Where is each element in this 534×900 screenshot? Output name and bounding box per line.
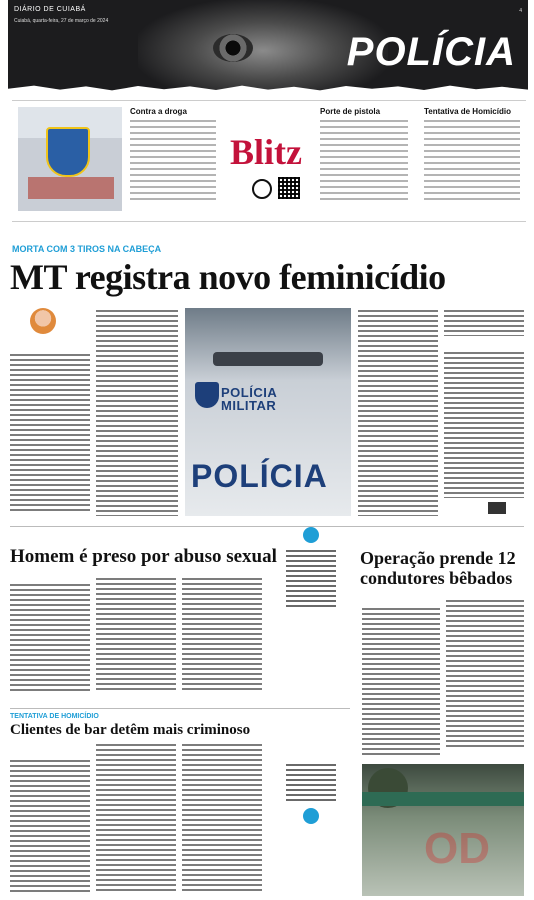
eye-image [213, 34, 253, 62]
story4-column-2 [96, 744, 176, 894]
main-story-column-2 [96, 310, 178, 516]
section-title: POLÍCIA [346, 30, 516, 74]
main-story-column-4-top [444, 310, 524, 336]
page-number: 4 [519, 8, 522, 14]
blitz-box [12, 100, 526, 222]
photo-text-line1: POLÍCIA [221, 385, 278, 400]
blitz-column-heading: Tentativa de Homicídio [424, 107, 511, 116]
dateline: Cuiabá, quarta-feira, 27 de março de 2024 [14, 18, 109, 24]
quote-icon [303, 808, 319, 824]
story4-kicker: TENTATIVA DE HOMICÍDIO [10, 713, 99, 720]
qr-code-icon [488, 502, 506, 514]
blitz-column-text [320, 120, 408, 200]
blitz-column-1 [130, 107, 216, 200]
photo-text-line2: MILITAR [221, 398, 277, 413]
blitz-photo [18, 107, 122, 211]
watermark-logo: OD [424, 824, 490, 873]
blitz-column-text [130, 120, 216, 200]
pull-quote [286, 764, 336, 804]
prf-badge-icon [46, 127, 90, 177]
story4-column-1 [10, 760, 90, 894]
police-emblem-icon [195, 382, 219, 408]
main-story-column-3 [358, 310, 438, 516]
blitz-logo: Blitz [230, 132, 302, 172]
story3-column-1 [362, 608, 440, 756]
masthead: DIÁRIO DE CUIABÁ [14, 6, 86, 13]
qr-code-icon [278, 177, 300, 199]
police-vehicle-photo [185, 308, 351, 516]
story2-column-3 [182, 578, 262, 690]
author-avatar [30, 308, 56, 334]
section-header [8, 0, 528, 92]
story2-headline: Homem é preso por abuso sexual [10, 546, 277, 567]
divider [10, 526, 524, 527]
main-story-column-4 [444, 352, 524, 498]
story3-headline: Operação prende 12 condutores bêbados [360, 548, 516, 588]
pull-quote [286, 550, 336, 610]
main-kicker: MORTA COM 3 TIROS NA CABEÇA [12, 244, 162, 254]
main-headline: MT registra novo feminicídio [10, 257, 446, 297]
blitz-column-heading: Porte de pistola [320, 107, 381, 116]
quote-icon [303, 527, 319, 543]
divider [10, 708, 350, 709]
story4-headline: Clientes de bar detêm mais criminoso [10, 722, 251, 738]
weapon-holster [213, 352, 323, 366]
blitz-column-text [424, 120, 520, 200]
story4-column-3 [182, 744, 262, 894]
main-story-column-1 [10, 354, 90, 514]
bar-photo [362, 764, 524, 896]
story3-column-2 [446, 600, 524, 750]
bar-roof [362, 792, 524, 806]
blitz-column-3 [424, 107, 520, 200]
seized-items [28, 177, 114, 199]
blitz-column-heading: Contra a droga [130, 107, 187, 116]
photo-text-police [221, 386, 277, 412]
photo-vehicle-text: POLÍCIA [191, 458, 328, 494]
whatsapp-icon [252, 179, 272, 199]
story2-column-2 [96, 578, 176, 690]
story2-column-1 [10, 584, 90, 694]
blitz-column-2 [320, 107, 408, 200]
